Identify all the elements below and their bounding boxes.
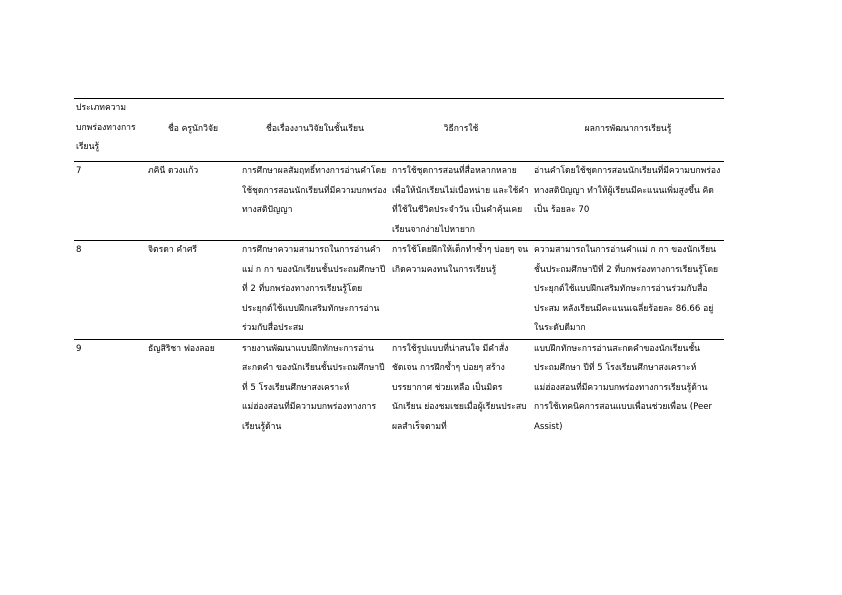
header-researcher: ชื่อ ครูนักวิจัย	[146, 99, 240, 162]
header-method: วิธีการใช้	[390, 99, 532, 162]
row-number: 7	[76, 166, 82, 176]
header-type: ประเภทความบกพร่องทางการเรียนรู้	[74, 99, 146, 162]
table-row	[74, 162, 724, 241]
research-title: การศึกษาผลสัมฤทธิ์ทางการอ่านคำโดยใช้ชุดการสอนนักเรียนที่มีความบกพร่องทางสติปัญญา	[242, 166, 387, 215]
method-text: การใช้โดยฝึกให้เด็กทำซ้ำๆ บ่อยๆ จนเกิดความคงทนในการเรียนรู้	[392, 245, 529, 275]
researcher-name: จิตรดา คำศรี	[148, 245, 198, 255]
row-number: 9	[76, 343, 82, 354]
research-title: การศึกษาความสามารถในการอ่านคำแม่ ก กา ของนักเรียนชั้นประถมศึกษาปีที่ 2 ที่บกพร่องทางการเรียนรู้โดยประยุกต์ใช้แบบฝึกเสริมทักษะการอ่านร่วมกับสื่อประสม	[242, 245, 386, 333]
research-title: รายงานพัฒนาแบบฝึกทักษะการอ่านสะกดคำ ของนักเรียนชั้นประถมศึกษาปีที่ 5 โรงเรียนศึกษาสงเคราะห์แม่ฮ่องสอนที่มีความบกพร่องทางการเรียนรู้ด้าน	[242, 343, 385, 432]
research-table	[74, 98, 724, 458]
result-text: อ่านคำโดยใช้ชุดการสอนนักเรียนที่มีความบกพร่องทางสติปัญญา ทำให้ผู้เรียนมีคะแนนเพิ่มสูงขึ้น คิดเป็น ร้อยละ 70	[534, 166, 721, 215]
researcher-name: ภคินี ดวงแก้ว	[148, 166, 199, 176]
table-row	[74, 339, 724, 458]
method-text: การใช้ชุดการสอนที่สื่อหลากหลายเพื่อให้นักเรียนไม่เบื่อหน่าย และใช้คำที่ใช้ในชีวิตประจำวัน เป็นคำคุ้นเคย เรียนจากง่ายไปหายาก	[392, 166, 529, 235]
header-title: ชื่อเรื่องงานวิจัยในชั้นเรียน	[240, 99, 390, 162]
result-text: แบบฝึกทักษะการอ่านสะกดคำของนักเรียนชั้นประถมศึกษา ปีที่ 5 โรงเรียนศึกษาสงเคราะห์แม่ฮ่องสอนที่มีความบกพร่องทางการเรียนรู้ด้านการใช้เทคนิคการสอนแบบเพื่อนช่วยเพื่อน (Peer Assist)	[534, 343, 713, 432]
method-text: การใช้รูปแบบที่น่าสนใจ มีคำสั่งชัดเจน การฝึกซ้ำๆ บ่อยๆ สร้างบรรยากาศ ช่วยเหลือ เป็นมิตรนักเรียน ย่องชมเชยเมื่อผู้เรียนประสบผลสำเร็จตามที่	[392, 343, 527, 432]
row-number: 8	[76, 245, 82, 255]
header-result: ผลการพัฒนาการเรียนรู้	[532, 99, 724, 162]
table-row	[74, 241, 724, 340]
result-text: ความสามารถในการอ่านคำแม่ ก กา ของนักเรียนชั้นประถมศึกษาปีที่ 2 ที่บกพร่องทางการเรียนรู้โดยประยุกต์ใช้แบบฝึกเสริมทักษะการอ่านร่วมกับสื่อประสม หลังเรียนมีคะแนนเฉลี่ยร้อยละ 86.66 อยู่ในระดับดีมาก	[534, 245, 719, 333]
table-header	[74, 99, 724, 162]
researcher-name: ธัญสิริชา ฟองลอย	[148, 343, 215, 354]
